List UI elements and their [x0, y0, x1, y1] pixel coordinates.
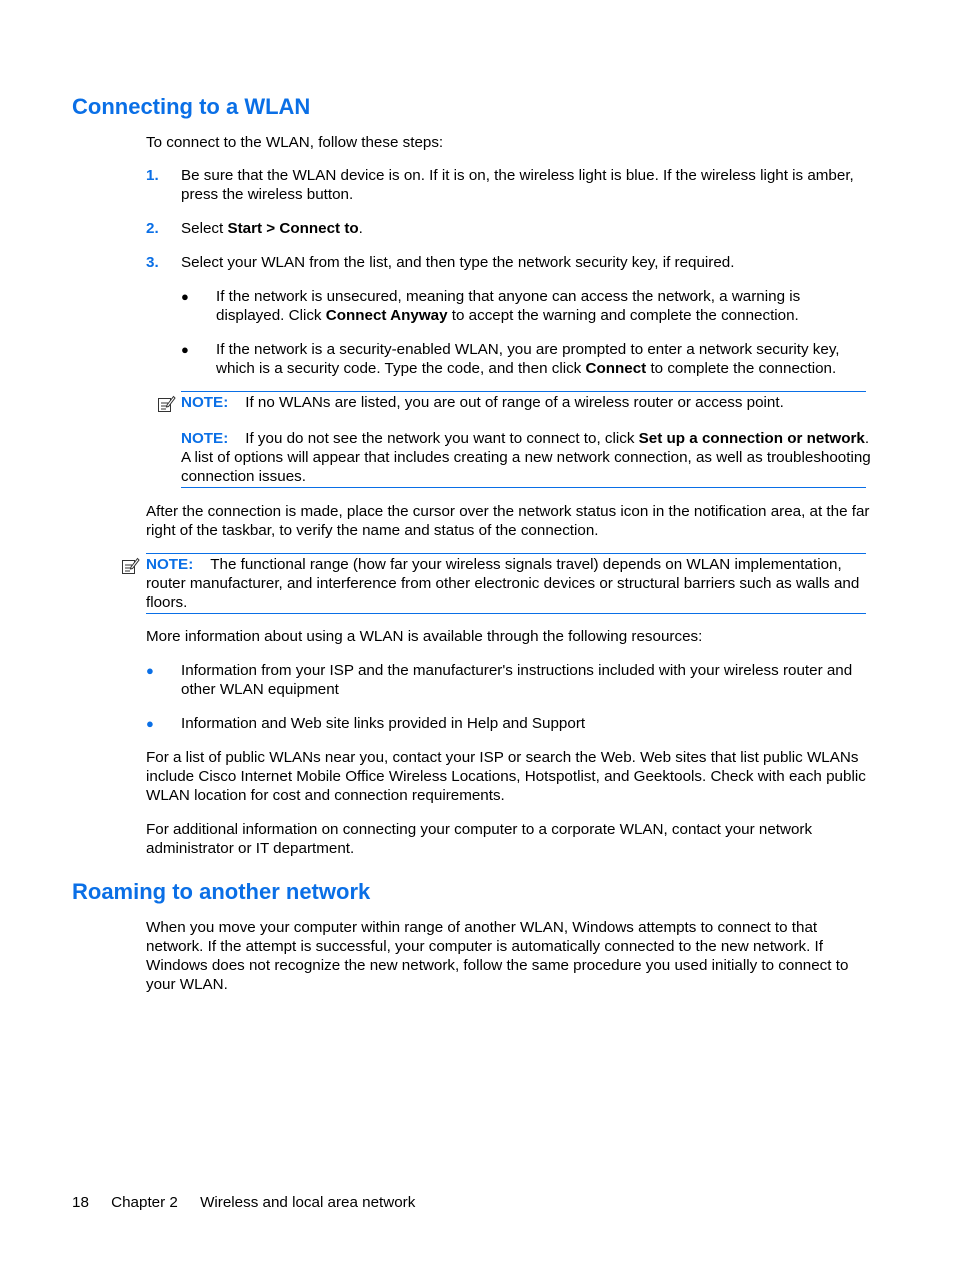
intro-text: To connect to the WLAN, follow these steps:: [146, 134, 444, 151]
section-heading-roaming: Roaming to another network: [72, 879, 371, 904]
public-wlans-text: For a list of public WLANs near you, contact your ISP or search the Web. Web sites that list public WLANs include Cisco Internet Mobile Office Wireless Locations, Hotspotlist, and Geektools. Check with each public WLAN location for cost and connection requirements.: [146, 749, 866, 804]
roaming-text: When you move your computer within range of another WLAN, Windows attempts to connect to that network. If the attempt is successful, your computer is automatically connected to the new network. If Windows does not recognize the new network, follow the same procedure you used initially to connect to your WLAN.: [146, 919, 849, 993]
bullet-icon: ●: [146, 663, 154, 678]
sub-bullet-text: If the network is unsecured, meaning that anyone can access the network, a warning is displayed. Click Connect Anyway to accept the warning and complete the connection.: [216, 288, 801, 324]
step-text: Select your WLAN from the list, and then type the network security key, if required.: [181, 254, 735, 271]
note-text: NOTE: If you do not see the network you want to connect to, click Set up a connection or network. A list of options will appear that includes creating a new network connection, as well as troubleshooting connection issues.: [181, 430, 871, 485]
sub-bullet-text: If the network is a security-enabled WLAN, you are prompted to enter a network security key, which is a security code. Type the code, and then click Connect to complete the connection.: [216, 341, 840, 377]
note-bottom-rule: [181, 487, 866, 488]
step-text: Be sure that the WLAN device is on. If it is on, the wireless light is blue. If the wireless light is amber, press the wireless button.: [181, 167, 854, 203]
bullet-icon: ●: [181, 342, 189, 357]
note-text: NOTE: The functional range (how far your wireless signals travel) depends on WLAN implementation, router manufacturer, and interference from other electronic devices or structural barriers such as walls and floors.: [146, 556, 860, 611]
note-text: NOTE: If no WLANs are listed, you are out of range of a wireless router or access point.: [181, 394, 784, 411]
chapter-title: Wireless and local area network: [200, 1194, 416, 1211]
note-icon: [120, 556, 140, 576]
step-number: 3.: [146, 254, 159, 271]
resource-item: Information from your ISP and the manufacturer's instructions included with your wireless router and other WLAN equipment: [181, 662, 853, 698]
section-heading-connecting: Connecting to a WLAN: [72, 94, 311, 119]
resource-item: Information and Web site links provided in Help and Support: [181, 715, 586, 732]
bullet-icon: ●: [181, 289, 189, 304]
more-info-text: More information about using a WLAN is available through the following resources:: [146, 628, 703, 645]
note-top-rule: [146, 553, 866, 554]
chapter-label: Chapter 2: [111, 1194, 178, 1211]
bullet-icon: ●: [146, 716, 154, 731]
after-connection-text: After the connection is made, place the cursor over the network status icon in the notification area, at the far right of the taskbar, to verify the name and status of the connection.: [146, 503, 870, 539]
note-bottom-rule: [146, 613, 866, 614]
page-footer: [72, 1193, 433, 1212]
corporate-wlan-text: For additional information on connecting your computer to a corporate WLAN, contact your network administrator or IT department.: [146, 821, 813, 857]
page-number: 18: [72, 1194, 89, 1211]
step-number: 1.: [146, 167, 159, 184]
step-text: Select Start > Connect to.: [181, 220, 363, 237]
note-top-rule: [181, 391, 866, 392]
note-icon: [156, 394, 176, 414]
step-number: 2.: [146, 220, 159, 237]
